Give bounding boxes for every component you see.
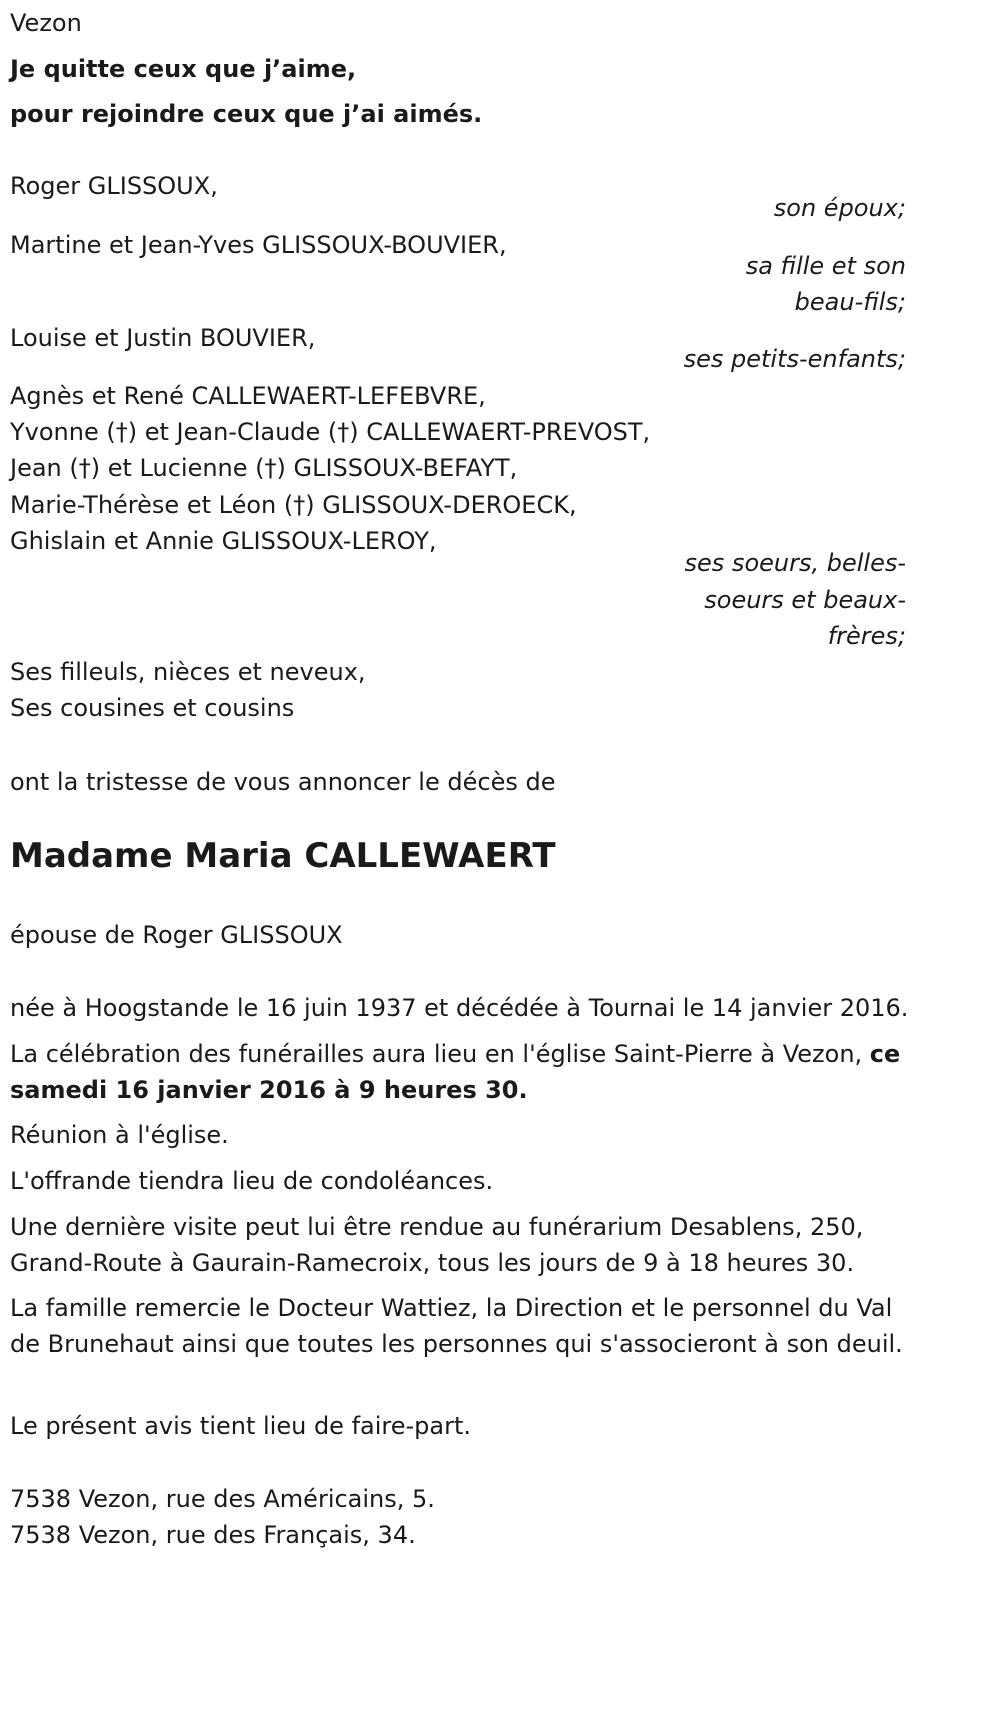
- grandchildren-names: Louise et Justin BOUVIER,: [10, 324, 316, 352]
- godchildren-line: Ses filleuls, nièces et neveux,: [10, 658, 366, 686]
- spouse-relation: son époux;: [773, 194, 906, 222]
- daughter-relation-2: beau-fils;: [794, 288, 906, 316]
- visit-paragraph: Une dernière visite peut lui être rendue au funérarium Desablens, 250, Grand-Route à Gaurain-Ramecroix, tous les jours de 9 à 18 heures 30.: [10, 1213, 864, 1277]
- daughter-names: Martine et Jean-Yves GLISSOUX-BOUVIER,: [10, 231, 507, 259]
- spouse-of: épouse de Roger GLISSOUX: [10, 921, 343, 949]
- offering-note: L'offrande tiendra lieu de condoléances.: [10, 1167, 494, 1195]
- address-line: 7538 Vezon, rue des Français, 34.: [10, 1521, 416, 1549]
- daughter-relation-1: sa fille et son: [745, 252, 906, 280]
- sibling-line: Jean (†) et Lucienne (†) GLISSOUX-BEFAYT,: [10, 454, 518, 482]
- meeting-note: Réunion à l'église.: [10, 1121, 229, 1149]
- birth-death: née à Hoogstande le 16 juin 1937 et décédée à Tournai le 14 janvier 2016.: [10, 994, 909, 1022]
- siblings-relation-2: soeurs et beaux-: [704, 586, 906, 614]
- town-name: Vezon: [10, 9, 82, 37]
- cousins-line: Ses cousines et cousins: [10, 694, 295, 722]
- sibling-line: Yvonne (†) et Jean-Claude (†) CALLEWAERT-PREVOST,: [10, 418, 651, 446]
- funeral-date: ce samedi 16 janvier 2016 à 9 heures 30.: [10, 1040, 901, 1104]
- quote-line-2: pour rejoindre ceux que j’ai aimés.: [10, 100, 483, 128]
- sibling-line: Agnès et René CALLEWAERT-LEFEBVRE,: [10, 382, 486, 410]
- funeral-text: La célébration des funérailles aura lieu en l'église Saint-Pierre à Vezon,: [10, 1040, 863, 1068]
- quote-line-1: Je quitte ceux que j’aime,: [10, 55, 357, 83]
- sibling-line: Marie-Thérèse et Léon (†) GLISSOUX-DEROECK,: [10, 491, 577, 519]
- siblings-relation-3: frères;: [827, 622, 906, 650]
- funeral-paragraph: [10, 1036, 906, 1108]
- thanks-paragraph: La famille remercie le Docteur Wattiez, la Direction et le personnel du Val de Brunehaut ainsi que toutes les personnes qui s'associeront à son deuil.: [10, 1294, 903, 1358]
- spouse-name: Roger GLISSOUX,: [10, 172, 218, 200]
- sibling-line: Ghislain et Annie GLISSOUX-LEROY,: [10, 527, 437, 555]
- siblings-relation-1: ses soeurs, belles-: [684, 549, 906, 577]
- deceased-name: Madame Maria CALLEWAERT: [10, 836, 556, 876]
- grandchildren-relation: ses petits-enfants;: [683, 345, 906, 373]
- address-line: 7538 Vezon, rue des Américains, 5.: [10, 1485, 435, 1513]
- announcement: ont la tristesse de vous annoncer le décès de: [10, 768, 556, 796]
- notice-line: Le présent avis tient lieu de faire-part.: [10, 1412, 472, 1440]
